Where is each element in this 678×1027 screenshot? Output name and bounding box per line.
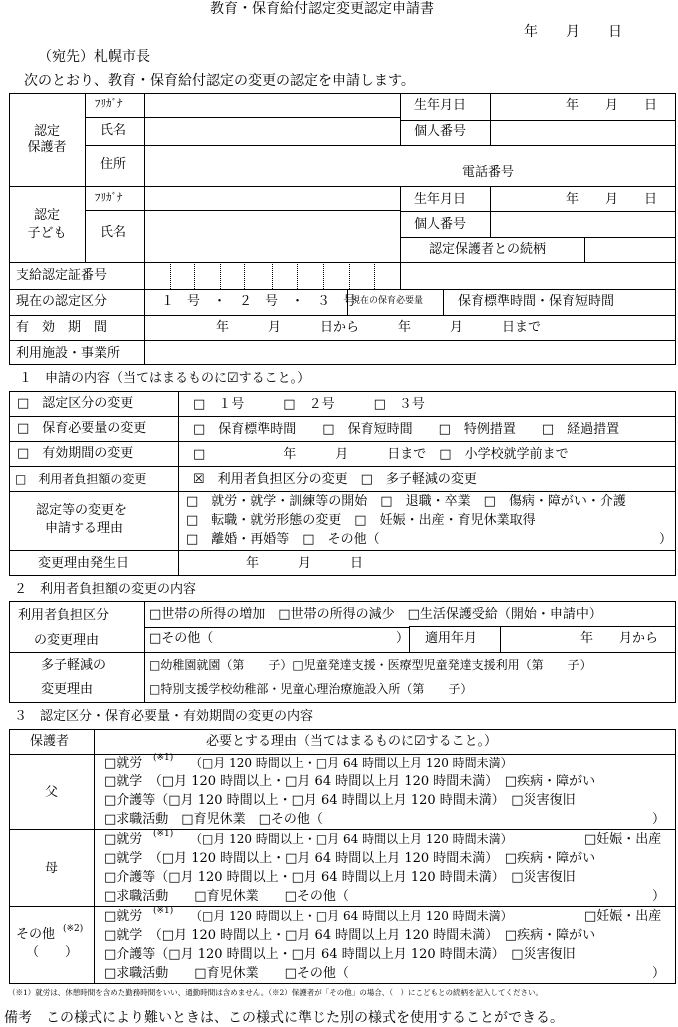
guardian-personal-no-label: 個人番号 (414, 124, 467, 139)
need-options[interactable]: □ 保育標準時間 □ 保育短時間 □ 特例措置 □ 経過措置 (193, 422, 620, 437)
apply-month-value: 年 月から (580, 631, 659, 646)
other-pregnancy[interactable]: □妊娠・出産 (584, 909, 662, 924)
guardian-furigana-label: ﾌﾘｶﾞﾅ (95, 97, 123, 110)
burden-other-option[interactable]: □その他（ (149, 631, 214, 646)
validity-value: 年 月 日から 年 月 日まで (216, 320, 542, 335)
father-other[interactable]: □求職活動 □育児休業 □その他（ (104, 812, 323, 827)
multi-child-line-1[interactable]: □幼稚園就園（第 子）□児童発達支援・医療型児童発達支援利用（第 子） (149, 658, 592, 672)
row-need-change[interactable]: □ 保育必要量の変更 (17, 421, 147, 436)
application-date: 年 月 日 (524, 24, 622, 40)
other-work[interactable]: □就労 (104, 909, 143, 924)
current-category-label: 現在の認定区分 (16, 294, 108, 309)
row-category-change[interactable]: □ 認定区分の変更 (17, 396, 134, 411)
mother-label: 母 (45, 861, 59, 876)
facility-label: 利用施設・事業所 (16, 346, 121, 361)
mother-other[interactable]: □求職活動 □育児休業 □その他（ (104, 889, 349, 904)
reason-label-2: 申請する理由 (45, 521, 124, 536)
child-furigana-label: ﾌﾘｶﾞﾅ (95, 191, 123, 204)
row-validity-change[interactable]: □ 有効期間の変更 (17, 446, 134, 461)
guardian-birth-value: 年 月 日 (566, 98, 658, 113)
multi-child-label-1: 多子軽減の (41, 658, 107, 673)
other-relation-blank[interactable]: （ ） (26, 945, 79, 960)
child-birth-label: 生年月日 (414, 192, 467, 207)
guardian-phone-label: 電話番号 (462, 165, 515, 180)
other-close-paren: ） (652, 966, 666, 981)
other-care[interactable]: □介護等（□月 120 時間以上・□月 64 時間以上月 120 時間未満） □災害復旧 (104, 947, 576, 962)
other-study[interactable]: □就学 （□月 120 時間以上・□月 64 時間以上月 120 時間未満） □疾病・障がい (104, 928, 596, 943)
child-label-2: 子ども (27, 226, 67, 241)
other-other[interactable]: □求職活動 □育児休業 □その他（ (104, 966, 349, 981)
mother-work-hours[interactable]: （□月 120 時間以上・□月 64 時間以上月 120 時間未満） (190, 832, 513, 846)
cert-number-label: 支給認定証番号 (16, 268, 108, 283)
reason-line-3[interactable]: □ 離婚・再婚等 □ その他（ (186, 532, 380, 547)
mother-care[interactable]: □介護等（□月 120 時間以上・□月 64 時間以上月 120 時間未満） □災害復旧 (104, 870, 576, 885)
mother-note-mark: (※1) (153, 829, 174, 839)
other-work-note-mark: (※1) (153, 906, 174, 916)
mother-study[interactable]: □就学 （□月 120 時間以上・□月 64 時間以上月 120 時間未満） □疾病・障がい (104, 851, 596, 866)
section3-heading: ３ 認定区分・保育必要量・有効期間の変更の内容 (14, 709, 314, 724)
col-guardian-header: 保護者 (30, 734, 70, 749)
guardian-address-label: 住所 (100, 157, 127, 172)
occurrence-date-value: 年 月 日 (246, 556, 364, 571)
multi-child-label-2: 変更理由 (41, 682, 94, 697)
section2-heading: ２ 利用者負担額の変更の内容 (14, 582, 197, 597)
section1-heading: １ 申請の内容（当てはまるものに☑すること。） (19, 371, 311, 386)
burden-other-close-paren: ） (396, 631, 410, 646)
father-study[interactable]: □就学 （□月 120 時間以上・□月 64 時間以上月 120 時間未満） □疾病・障がい (104, 774, 596, 789)
child-personal-no-label: 個人番号 (414, 217, 467, 232)
child-birth-value: 年 月 日 (566, 192, 658, 207)
father-work-hours[interactable]: （□月 120 時間以上・□月 64 時間以上月 120 時間未満） (190, 756, 513, 770)
multi-child-line-2[interactable]: □特別支援学校幼稚部・児童心理治療施設入所（第 子） (149, 682, 473, 696)
remarks: 備考 この様式により難いときは、この様式に準じた別の様式を使用することができる。 (4, 1010, 564, 1026)
burden-reason-label-1: 利用者負担区分 (18, 608, 110, 623)
mother-pregnancy[interactable]: □妊娠・出産 (584, 832, 662, 847)
current-need-label: 現在の保育必要量 (351, 296, 424, 306)
current-need-value: 保育標準時間・保育短時間 (458, 294, 615, 309)
other-note-mark: (※2) (63, 924, 84, 934)
current-category-value: １ 号 ・ ２ 号 ・ ３ 号 (161, 294, 357, 309)
addressee: （宛先）札幌市長 (38, 49, 150, 65)
other-guardian-label: その他 (16, 927, 56, 942)
apply-month-label: 適用年月 (425, 631, 478, 646)
reason-label-1: 認定等の変更を (36, 503, 128, 518)
father-care[interactable]: □介護等（□月 120 時間以上・□月 64 時間以上月 120 時間未満） □災害復旧 (104, 793, 576, 808)
col-reason-header: 必要とする理由（当てはまるものに☑すること。） (206, 734, 498, 749)
footnote: （※1）就労は、休憩時間を含めた勤務時間をいい、通勤時間は含めません。（※2）保護者が「その他」の場合、（ ）にこどもとの続柄を記入してください。 (8, 988, 543, 997)
father-note-mark: (※1) (153, 753, 174, 763)
guardian-label-2: 保護者 (27, 140, 67, 155)
validity-label: 有 効 期 間 (16, 320, 108, 335)
mother-work[interactable]: □就労 (104, 832, 143, 847)
reason-line-1[interactable]: □ 就労・就学・訓練等の開始 □ 退職・卒業 □ 傷病・障がい・介護 (186, 494, 626, 509)
father-label: 父 (45, 785, 59, 800)
form-title: 教育・保育給付認定変更認定申請書 (210, 1, 434, 17)
validity-options[interactable]: □ 年 月 日まで □ 小学校就学前まで (193, 447, 569, 462)
row-burden-change[interactable]: □ 利用者負担額の変更 (15, 472, 147, 486)
guardian-name-label: 氏名 (100, 123, 127, 138)
burden-options[interactable]: ☒ 利用者負担区分の変更 □ 多子軽減の変更 (193, 472, 477, 487)
category-options[interactable]: □ １号 □ ２号 □ ３号 (193, 397, 425, 412)
intro-text: 次のとおり、教育・保育給付認定の変更の認定を申請します。 (24, 73, 415, 89)
reason-close-paren: ） (659, 532, 673, 547)
burden-reason-options[interactable]: □世帯の所得の増加 □世帯の所得の減少 □生活保護受給（開始・申請中） (149, 607, 602, 622)
guardian-label-1: 認定 (33, 124, 61, 139)
other-work-hours[interactable]: （□月 120 時間以上・□月 64 時間以上月 120 時間未満） (190, 909, 513, 923)
child-name-label: 氏名 (100, 225, 127, 240)
occurrence-date-label: 変更理由発生日 (38, 556, 130, 571)
father-close-paren: ） (652, 812, 666, 827)
reason-line-2[interactable]: □ 転職・就労形態の変更 □ 妊娠・出産・育児休業取得 (186, 513, 536, 528)
child-relation-label: 認定保護者との続柄 (429, 242, 547, 257)
father-work[interactable]: □就労 (104, 756, 143, 771)
guardian-birth-label: 生年月日 (414, 98, 467, 113)
mother-close-paren: ） (652, 889, 666, 904)
child-label-1: 認定 (33, 208, 61, 223)
burden-reason-label-2: の変更理由 (34, 633, 100, 648)
